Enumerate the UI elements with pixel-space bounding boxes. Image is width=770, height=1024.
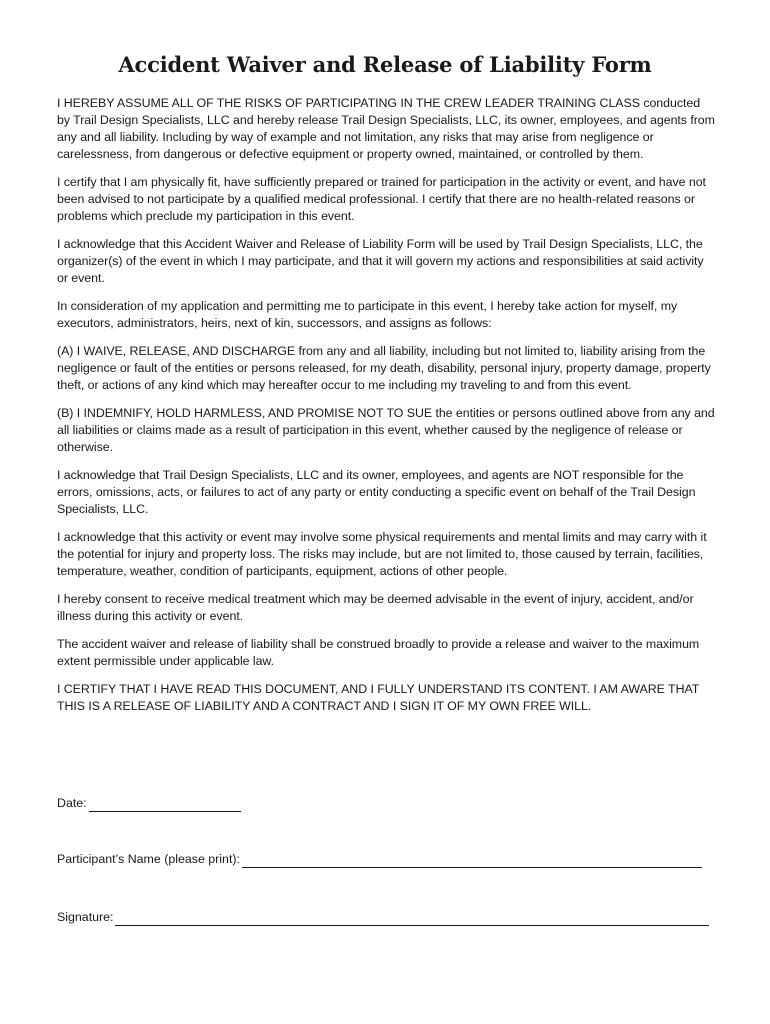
paragraph-not-responsible: I acknowledge that Trail Design Specialists, LLC and its owner, employees, and agents are NOT responsible for the errors, omissions, acts, or failures to act of any party or entity conducting a specific event on behalf of the Trail Design Specialists, LLC.: [57, 468, 696, 516]
paragraph-construed-broadly: The accident waiver and release of liability shall be construed broadly to provide a release and waiver to the maximum extent permissible under applicable law.: [57, 637, 700, 668]
paragraph-certification: I CERTIFY THAT I HAVE READ THIS DOCUMENT, AND I FULLY UNDERSTAND ITS CONTENT. I AM AWARE THAT THIS IS A RELEASE OF LIABILITY AND A CONTRACT AND I SIGN IT OF MY OWN FREE WILL.: [57, 682, 700, 713]
paragraph-physical-requirements: I acknowledge that this activity or event may involve some physical requirements and mental limits and may carry with it the potential for injury and property loss. The risks may include, but are not limited to, those caused by terrain, facilities, temperature, weather, condition of participants, equipment, actions of other people.: [57, 530, 707, 578]
participant-name-label: Participant’s Name (please print):: [57, 852, 240, 866]
date-field: [57, 795, 241, 812]
paragraph-form-usage: I acknowledge that this Accident Waiver and Release of Liability Form will be used by Trail Design Specialists, LLC, the organizer(s) of the event in which I may participate, and that it will govern my actions and responsibilities at said activity or event.: [57, 237, 704, 285]
date-label: Date:: [57, 796, 87, 810]
paragraph-waive-release: (A) I WAIVE, RELEASE, AND DISCHARGE from any and all liability, including but not limited to, liability arising from the negligence or fault of the entities or persons released, for my death, disability, personal injury, property damage, property theft, or actions of any kind which may hereafter occur to me including my traveling to and from this event.: [57, 344, 711, 392]
signature-field: [57, 909, 709, 926]
signature-input-line[interactable]: [115, 912, 709, 926]
paragraph-physical-fitness: I certify that I am physically fit, have sufficiently prepared or trained for participation in the activity or event, and have not been advised to not participate by a qualified medical professional. I certify that there are no health-related reasons or problems which preclude my participation in this event.: [57, 175, 706, 223]
paragraph-indemnify: (B) I INDEMNIFY, HOLD HARMLESS, AND PROMISE NOT TO SUE the entities or persons outlined above from any and all liabilities or claims made as a result of participation in this event, whether caused by the negligence of release or otherwise.: [57, 406, 715, 454]
paragraph-consideration: In consideration of my application and permitting me to participate in this event, I hereby take action for myself, my executors, administrators, heirs, next of kin, successors, and assigns as follows:: [57, 299, 678, 330]
page-title: Accident Waiver and Release of Liability Form: [118, 52, 652, 77]
paragraph-medical-consent: I hereby consent to receive medical treatment which may be deemed advisable in the event of injury, accident, and/or illness during this activity or event.: [57, 592, 694, 623]
signature-label: Signature:: [57, 910, 114, 924]
participant-name-field: [57, 851, 702, 868]
paragraph-assumption-of-risk: I HEREBY ASSUME ALL OF THE RISKS OF PARTICIPATING IN THE CREW LEADER TRAINING CLASS conducted by Trail Design Specialists, LLC and hereby release Trail Design Specialists, LLC, its owner, employees, and agents from any and all liability. Including by way of example and not limitation, any risks that may arise from negligence or carelessness, from dangerous or defective equipment or property owned, maintained, or controlled by them.: [57, 96, 715, 161]
date-input-line[interactable]: [89, 798, 241, 812]
participant-name-input-line[interactable]: [242, 854, 702, 868]
waiver-body: [57, 95, 715, 726]
